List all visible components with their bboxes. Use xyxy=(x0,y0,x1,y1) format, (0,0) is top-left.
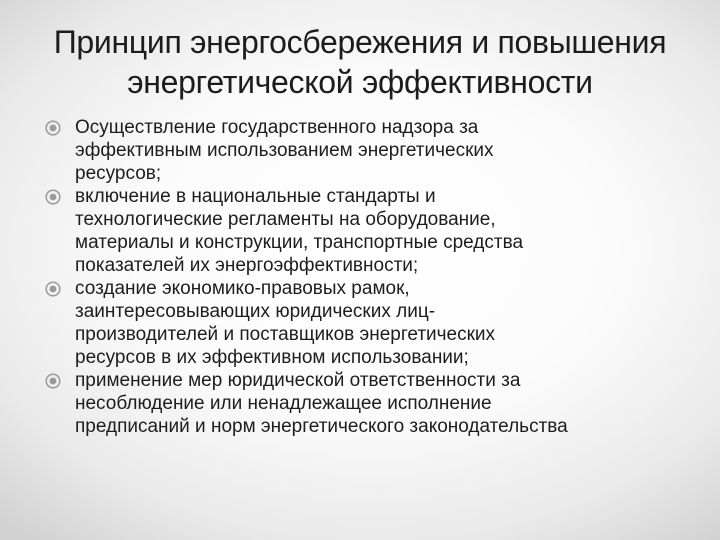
bullet-item xyxy=(40,277,690,369)
bullet-line: применение мер юридической ответственности за xyxy=(75,370,521,391)
circled-dot-icon xyxy=(45,373,61,389)
bullet-text xyxy=(75,369,690,438)
slide-title-line-2: энергетической эффективности xyxy=(127,64,593,100)
bullet-line: заинтересовывающих юридических лиц- xyxy=(75,301,436,322)
bullet-item xyxy=(40,185,690,277)
slide-title xyxy=(30,22,690,102)
bullet-line: несоблюдение или ненадлежащее исполнение xyxy=(75,393,492,414)
circled-dot-icon xyxy=(45,281,61,297)
slide-title-line-1: Принцип энергосбережения и повышения xyxy=(53,24,667,60)
bullet-line: производителей и поставщиков энергетических xyxy=(75,324,496,345)
bullet-line: создание экономико-правовых рамок, xyxy=(75,278,410,299)
bullet-text xyxy=(75,116,690,185)
bullet-line: ресурсов; xyxy=(75,163,162,184)
bullet-item xyxy=(40,116,690,185)
bullet-line: показателей их энергоэффективности; xyxy=(75,255,419,276)
bullet-line: эффективным использованием энергетических xyxy=(75,140,494,161)
bullet-item xyxy=(40,369,690,438)
bullet-text xyxy=(75,185,690,277)
bullet-line: включение в национальные стандарты и xyxy=(75,186,436,207)
bullet-line: предписаний и норм энергетического законодательства xyxy=(75,416,568,437)
bullet-text xyxy=(75,277,690,369)
circled-dot-icon xyxy=(45,120,61,136)
bullet-line: материалы и конструкции, транспортные средства xyxy=(75,232,524,253)
circled-dot-icon xyxy=(45,189,61,205)
bullet-line: технологические регламенты на оборудование, xyxy=(75,209,496,230)
bullet-line: ресурсов в их эффективном использовании; xyxy=(75,347,469,368)
bullet-line: Осуществление государственного надзора за xyxy=(75,117,479,138)
bullet-list xyxy=(40,116,690,438)
